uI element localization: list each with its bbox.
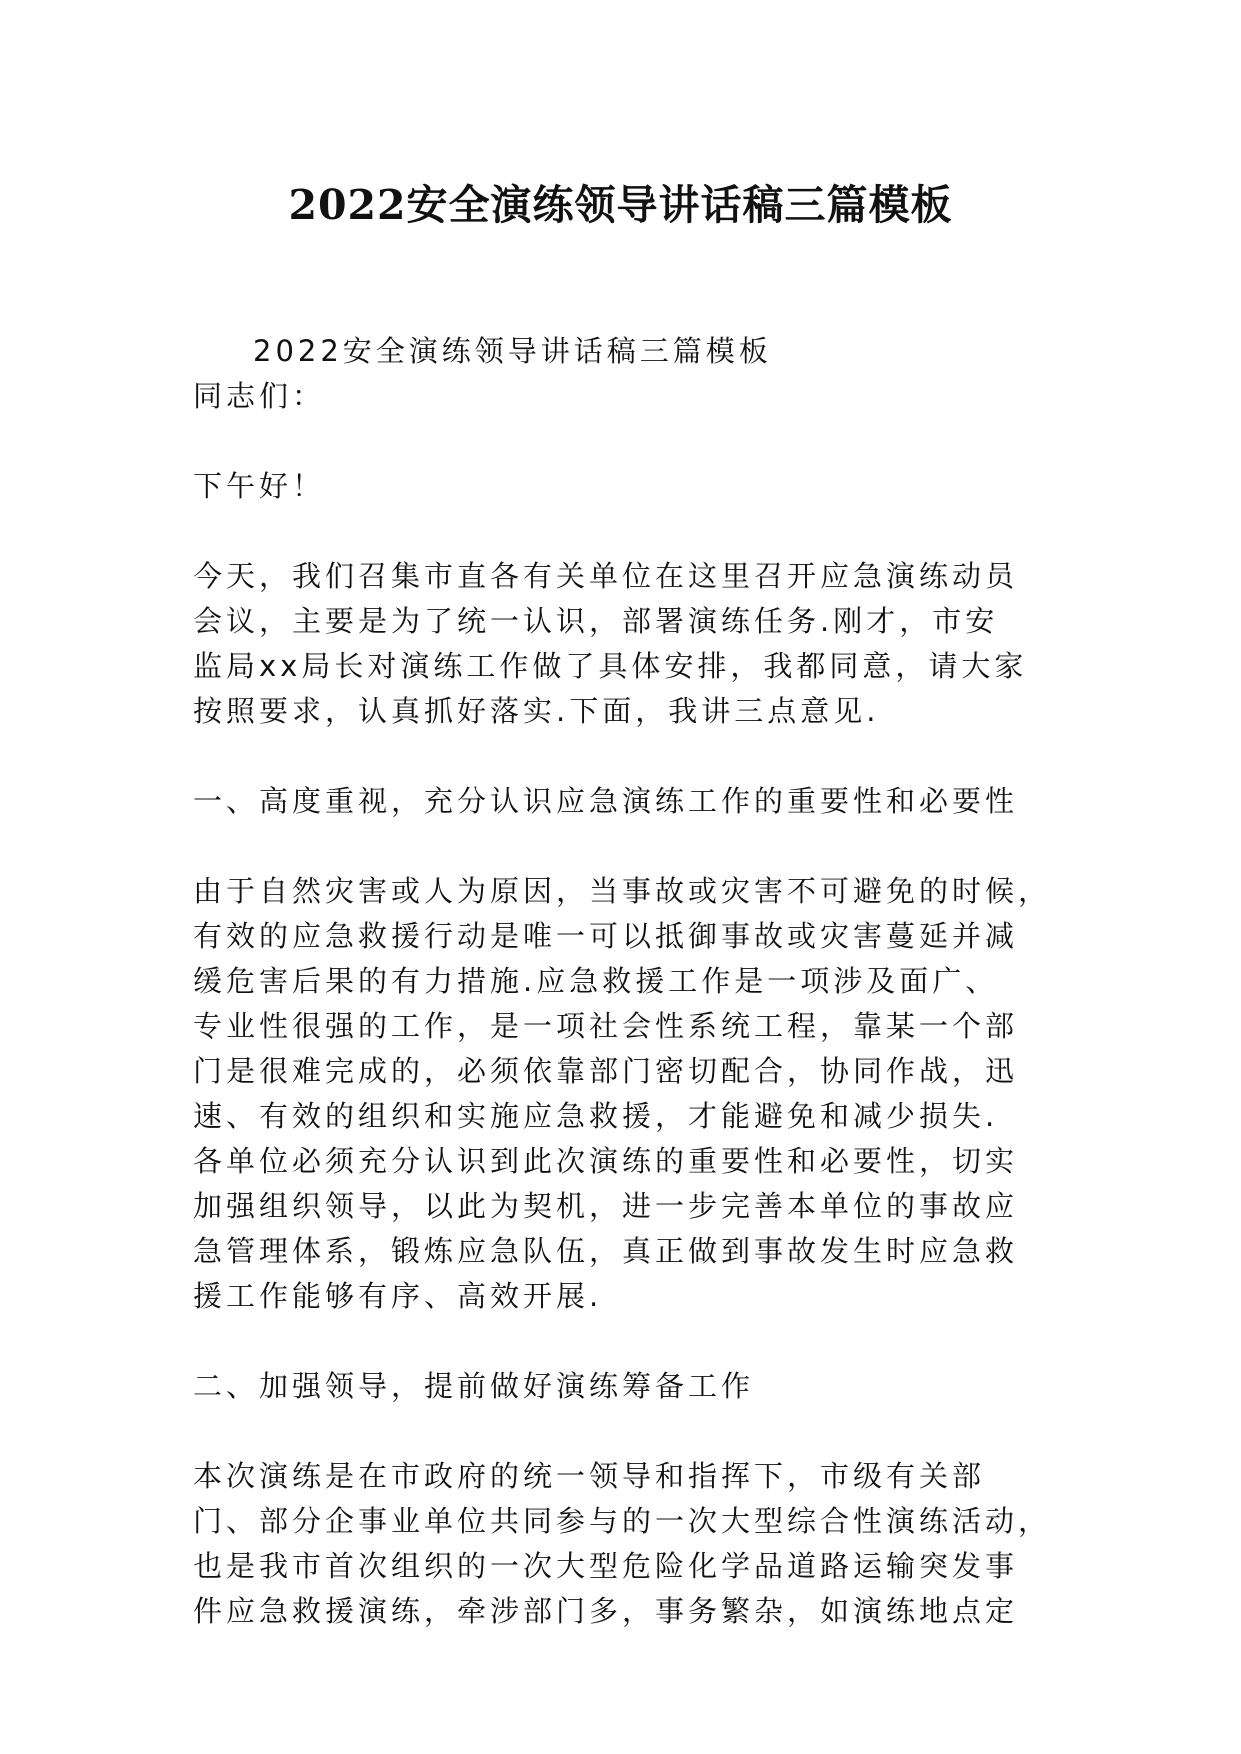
paragraph-line: 门、部分企事业单位共同参与的一次大型综合性演练活动， [193,1504,1052,1538]
paragraph-line: 有效的应急救援行动是唯一可以抵御事故或灾害蔓延并减 [193,919,1019,953]
paragraph-line: 门是很难完成的，必须依靠部门密切配合，协同作战，迅 [193,1054,1019,1088]
paragraph-line: 会议，主要是为了统一认识，部署演练任务.刚才，市安 [193,604,999,638]
paragraph-gap [193,1319,1053,1364]
paragraph-line: 缓危害后果的有力措施.应急救援工作是一项涉及面广、 [193,964,999,998]
salutation: 同志们： [193,379,326,413]
section-heading-2: 二、加强领导，提前做好演练筹备工作 [193,1369,755,1403]
paragraph-gap [193,824,1053,869]
document-title: 2022安全演练领导讲话稿三篇模板 [288,181,953,229]
paragraph-gap [193,419,1053,464]
paragraph-line: 援工作能够有序、高效开展. [193,1279,603,1313]
paragraph-gap [193,734,1053,779]
paragraph-line: 专业性很强的工作，是一项社会性系统工程，靠某一个部 [193,1009,1019,1043]
paragraph-line: 监局xx局长对演练工作做了具体安排，我都同意，请大家 [193,649,1028,683]
paragraph-gap [193,1409,1053,1454]
paragraph-line: 今天，我们召集市直各有关单位在这里召开应急演练动员 [193,559,1019,593]
paragraph-line: 各单位必须充分认识到此次演练的重要性和必要性，切实 [193,1144,1019,1178]
paragraph-line: 按照要求，认真抓好落实.下面，我讲三点意见. [193,694,880,728]
section-heading-1: 一、高度重视，充分认识应急演练工作的重要性和必要性 [193,784,1019,818]
paragraph-line: 速、有效的组织和实施应急救援，才能避免和减少损失. [193,1099,999,1133]
paragraph-section-1 [193,869,1053,1319]
paragraph-line: 本次演练是在市政府的统一领导和指挥下，市级有关部 [193,1459,986,1493]
paragraph-intro [193,554,1053,734]
paragraph-line: 也是我市首次组织的一次大型危险化学品道路运输突发事 [193,1549,1019,1583]
paragraph-gap [193,509,1053,554]
paragraph-line: 急管理体系，锻炼应急队伍，真正做到事故发生时应急救 [193,1234,1019,1268]
document-body [193,329,1053,1634]
paragraph-line: 由于自然灾害或人为原因，当事故或灾害不可避免的时候， [193,874,1052,908]
paragraph-line: 件应急救援演练，牵涉部门多，事务繁杂，如演练地点定 [193,1594,1019,1628]
paragraph-section-2 [193,1454,1053,1634]
document-subtitle: 2022安全演练领导讲话稿三篇模板 [253,334,772,368]
greeting: 下午好！ [193,469,326,503]
paragraph-line: 加强组织领导，以此为契机，进一步完善本单位的事故应 [193,1189,1019,1223]
